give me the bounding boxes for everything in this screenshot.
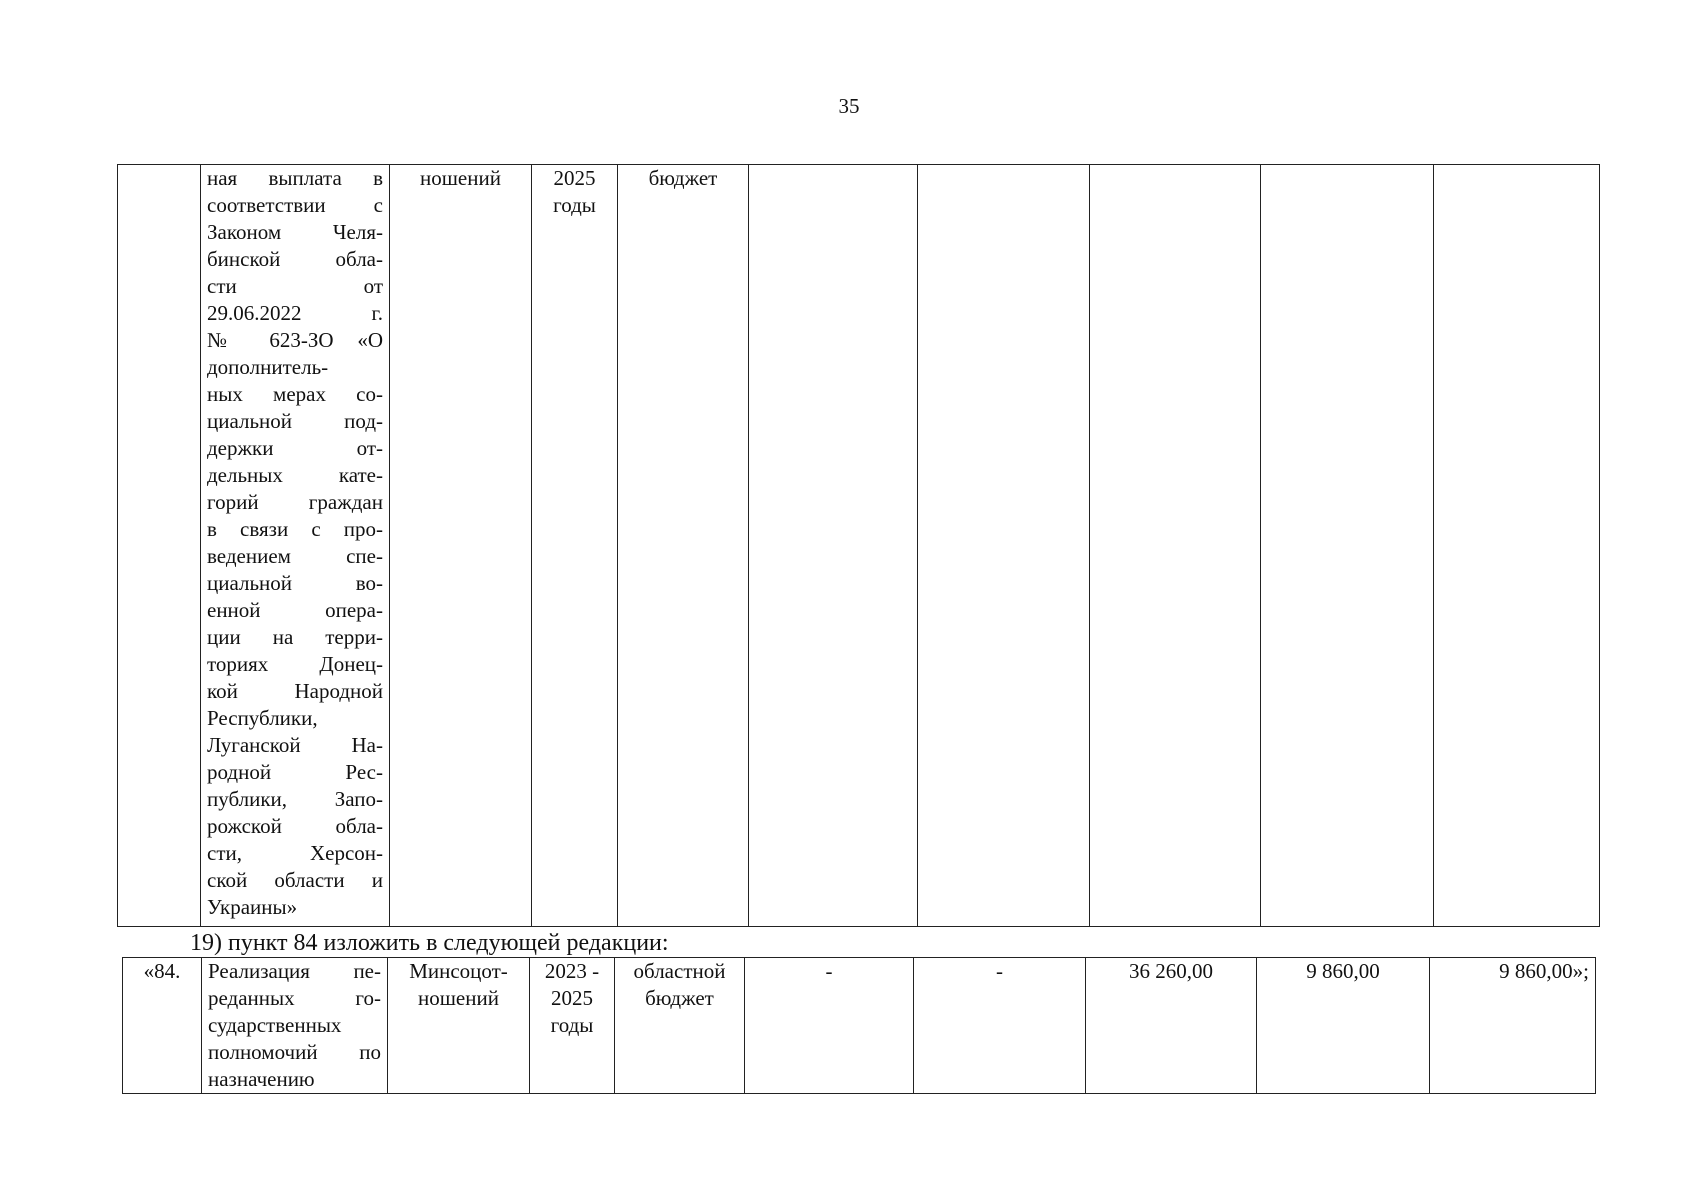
measure-name-line: енной опера- (207, 598, 383, 622)
measure-name-line: публики, Запо- (207, 787, 383, 811)
period-line: 2025 (551, 986, 593, 1010)
measure-name-line: рожской обла- (207, 814, 383, 838)
value-cell-2 (918, 165, 1090, 927)
period-line: 2023 - (544, 959, 600, 983)
measure-name-line: сударственных (208, 1013, 342, 1037)
executor-cell (388, 958, 530, 1094)
measure-name-line: полномочий по (208, 1040, 381, 1064)
value-cell-1: - (745, 958, 914, 1094)
executor-line: ношений (418, 986, 499, 1010)
measure-name-line: родной Рес- (207, 760, 383, 784)
measure-name-line: Республики, (207, 706, 318, 730)
measure-name-line: реданных го- (208, 986, 381, 1010)
table-row (123, 958, 1596, 1094)
value-cell-4: 9 860,00 (1257, 958, 1430, 1094)
value-cell-1 (749, 165, 918, 927)
value-cell-3 (1090, 165, 1261, 927)
period-line: годы (550, 1013, 594, 1037)
measure-name-line: сти от (207, 274, 383, 298)
measure-name-line: Законом Челя- (207, 220, 383, 244)
measure-name-line: горий граждан (207, 490, 383, 514)
measure-name-cell (202, 958, 388, 1094)
measure-name-line: Луганской На- (207, 733, 383, 757)
value-cell-5: 9 860,00»; (1430, 958, 1596, 1094)
measure-name-line: ской области и (207, 868, 383, 892)
measure-name-line: кой Народной (207, 679, 383, 703)
measure-name-line: 29.06.2022 г. (207, 301, 383, 325)
measure-name-cell (201, 165, 390, 927)
row-number-cell: «84. (123, 958, 202, 1094)
period-cell (530, 958, 615, 1094)
funding-source-line: областной (633, 959, 726, 983)
measure-name-line: ных мерах со- (207, 382, 383, 406)
measure-name-line: ная выплата в (207, 166, 383, 190)
measure-name-line: Украины» (207, 895, 298, 919)
row-number-cell (118, 165, 201, 927)
measure-name-line: дополнитель- (207, 355, 329, 379)
value-cell-3: 36 260,00 (1086, 958, 1257, 1094)
funding-source-cell: бюджет (618, 165, 749, 927)
amendment-instruction: 19) пункт 84 изложить в следующей редакции: (190, 930, 669, 956)
value-cell-2: - (914, 958, 1086, 1094)
measure-name-line: циальной под- (207, 409, 383, 433)
value-cell-4 (1261, 165, 1434, 927)
measure-name-line: бинской обла- (207, 247, 383, 271)
funding-source-cell (615, 958, 745, 1094)
period-cell (532, 165, 618, 927)
executor-line: Минсоцот- (409, 959, 508, 983)
continued-program-table (117, 164, 1600, 927)
period-line: 2025 (553, 166, 596, 190)
measure-name-line: сти, Херсон- (207, 841, 383, 865)
measure-name-line: назначению (208, 1067, 315, 1091)
measure-name-line: дельных кате- (207, 463, 383, 487)
measure-name-line: № 623-ЗО «О (207, 328, 383, 352)
period-line: годы (553, 193, 596, 217)
measure-name-line: циальной во- (207, 571, 383, 595)
executor-cell: ношений (390, 165, 532, 927)
measure-name-line: в связи с про- (207, 517, 383, 541)
table-row (118, 165, 1600, 927)
measure-name-line: ториях Донец- (207, 652, 383, 676)
new-program-table (122, 957, 1596, 1094)
measure-name-line: ции на терри- (207, 625, 383, 649)
value-cell-5 (1434, 165, 1600, 927)
page-number: 35 (838, 94, 860, 118)
measure-name-line: держки от- (207, 436, 383, 460)
measure-name-line: ведением спе- (207, 544, 383, 568)
measure-name-line: Реализация пе- (208, 959, 381, 983)
measure-name-line: соответствии с (207, 193, 383, 217)
funding-source-line: бюджет (645, 986, 714, 1010)
